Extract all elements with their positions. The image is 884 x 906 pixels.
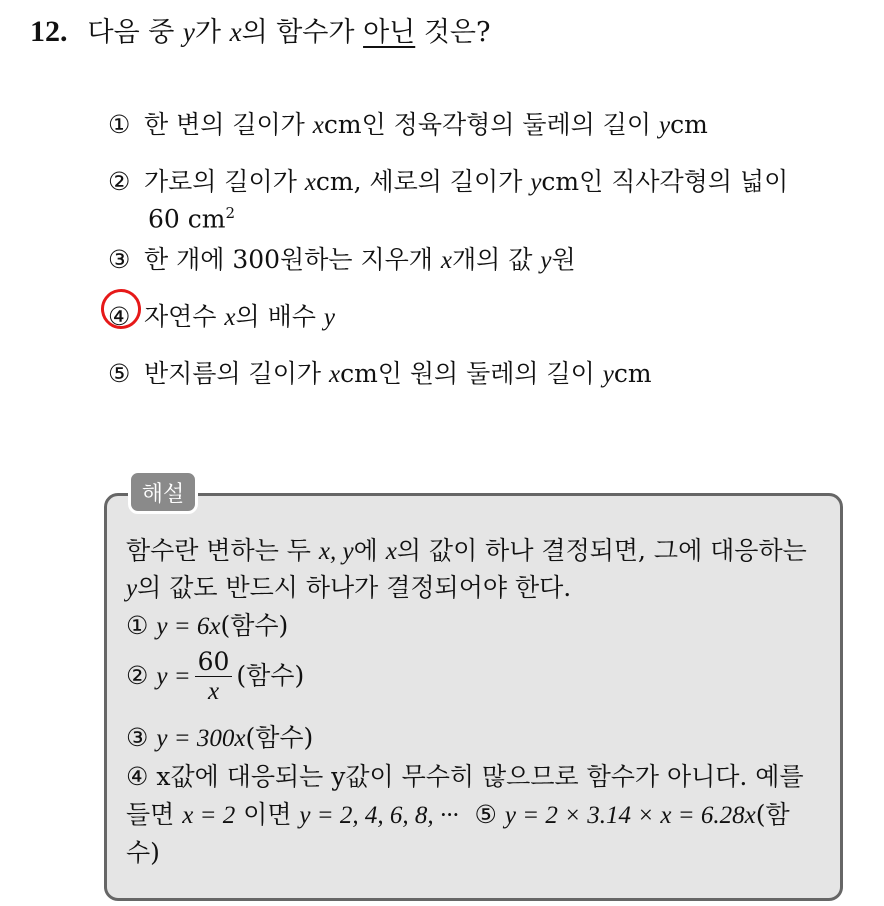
choice-text: 가로의 길이가 <box>144 167 305 196</box>
step-note: (함수) <box>245 723 314 752</box>
step-equation: y = 300x <box>156 725 246 752</box>
step-note: (함수) <box>220 611 289 640</box>
choice-2[interactable] <box>108 163 788 202</box>
question-text-post: 것은? <box>415 17 491 48</box>
step-number: ① <box>126 611 149 640</box>
choice-var: y <box>602 361 614 388</box>
choice-text: 한 개에 300원하는 지우개 <box>144 245 441 274</box>
solution-text: 의 값이 하나 결정되면, 그에 대응하는 <box>396 536 807 565</box>
solution-badge: 해설 <box>128 470 198 514</box>
step-equation: y = 2, 4, 6, 8, ··· <box>299 802 459 829</box>
solution-step-4-line-1: ④ x값에 대응되는 y값이 무수히 많으므로 함수가 아니다. 예를 <box>126 762 804 791</box>
question-header <box>30 10 490 49</box>
choice-var: x <box>312 112 324 139</box>
choice-text: 의 배수 <box>235 302 324 331</box>
question-text-mid1: 가 <box>194 17 230 48</box>
choice-text: 한 변의 길이가 <box>144 110 313 139</box>
choice-var: y <box>659 112 671 139</box>
step-note: (함 <box>755 800 790 829</box>
choice-var: x <box>224 304 236 331</box>
solution-intro-line-1 <box>126 531 807 567</box>
question-emphasis: 아닌 <box>363 17 416 48</box>
solution-step-5-cont: 수) <box>126 838 160 867</box>
choice-text: 원 <box>551 245 576 274</box>
choice-text: cm인 정육각형의 둘레의 길이 <box>323 110 660 139</box>
choice-number: ⑤ <box>108 359 131 388</box>
question-text-pre: 다음 중 <box>87 17 183 48</box>
superscript: 2 <box>225 204 236 222</box>
solution-step-3 <box>126 718 313 754</box>
choice-text: 반지름의 길이가 <box>144 359 329 388</box>
solution-var: y <box>126 575 138 602</box>
choice-var: y <box>530 169 542 196</box>
choice-var: x <box>304 169 316 196</box>
step-number: ⑤ <box>474 800 497 829</box>
solution-var: x <box>385 538 397 565</box>
choice-1[interactable] <box>108 106 708 145</box>
choice-text: cm인 직사각형의 넓이 <box>541 167 789 196</box>
step-number: ② <box>126 661 149 690</box>
solution-step-1 <box>126 606 288 642</box>
step-equation: y = 2 × 3.14 × x = 6.28x <box>504 802 756 829</box>
choice-2-continuation <box>148 204 235 233</box>
choice-var: x <box>440 247 452 274</box>
question-text-mid2: 의 함수가 <box>241 17 364 48</box>
fraction-denominator: x <box>207 678 220 705</box>
var-y: y <box>182 17 195 47</box>
step-number: ③ <box>126 723 149 752</box>
choice-4[interactable] <box>108 298 335 337</box>
step-note: (함수) <box>236 661 305 690</box>
fraction <box>195 648 233 707</box>
solution-var: x, y <box>318 538 354 565</box>
solution-intro-line-2 <box>126 568 571 604</box>
choice-text: 60 cm <box>148 204 226 234</box>
fraction-numerator: 60 <box>195 648 233 677</box>
step-equation: y = 6x <box>156 613 221 640</box>
choice-number: ① <box>108 110 131 139</box>
choice-var: y <box>540 247 552 274</box>
solution-step-4-line-2 <box>126 795 790 831</box>
solution-text: 의 값도 반드시 하나가 결정되어야 한다. <box>137 573 572 602</box>
step-equation: x = 2 <box>182 802 236 829</box>
choice-text: cm, 세로의 길이가 <box>315 167 531 196</box>
choice-number: ② <box>108 167 131 196</box>
choice-5[interactable] <box>108 355 652 394</box>
choice-number: ③ <box>108 245 131 274</box>
choice-text: cm <box>670 110 708 139</box>
step-equation: y = <box>156 663 191 690</box>
choice-number: ④ <box>108 302 131 331</box>
solution-text: 들면 <box>126 800 183 829</box>
choice-text: cm인 원의 둘레의 길이 <box>340 359 603 388</box>
choice-3[interactable] <box>108 241 576 280</box>
choice-text: 개의 값 <box>451 245 541 274</box>
question-number: 12. <box>30 15 68 48</box>
var-x: x <box>229 17 242 47</box>
solution-text: 함수란 변하는 두 <box>126 536 319 565</box>
choice-var: y <box>323 304 335 331</box>
solution-text: 이면 <box>243 800 300 829</box>
solution-step-2 <box>126 648 304 707</box>
solution-text: 에 <box>353 536 386 565</box>
choice-text: cm <box>613 359 652 388</box>
choice-var: x <box>328 361 341 388</box>
choice-text: 자연수 <box>144 302 225 331</box>
